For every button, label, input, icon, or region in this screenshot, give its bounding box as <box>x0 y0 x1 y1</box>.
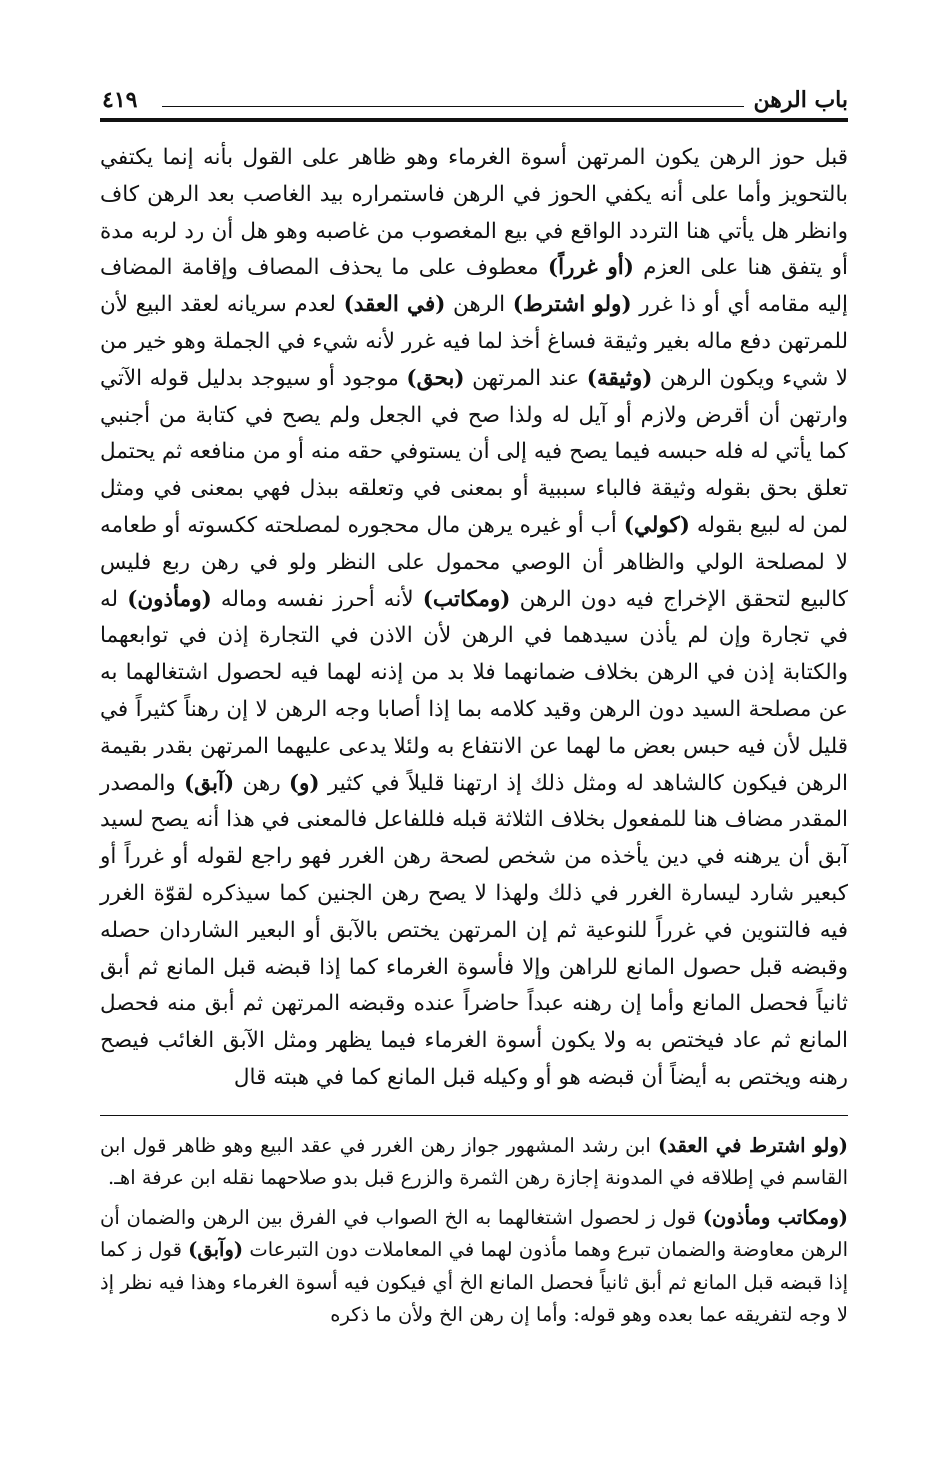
text-segment: لأنه أحرز نفسه وماله <box>211 586 423 612</box>
text-segment: له في تجارة وإن لم يأذن سيدهما في الرهن لأن الاذن في التجارة إذن في توابعهما والكتابة إذن في الرهن بخلاف ضمانهما فلا بد من إذنه لهما فيه لحصول اشتغالهما به عن مصلحة السيد دون الرهن وقيد كلامه بما إذا أصابا وجه الرهن لا إن رهناً كثيراً في قليل لأن فيه حبس بعض ما لهما عن الانتفاع به ولئلا يدعى عليهما المرتهن بقدر بقيمة الرهن فيكون كالشاهد له ومثل ذلك إذ ارتهنا قليلاً في كثير <box>100 586 848 796</box>
keyword: (و) <box>288 770 320 796</box>
footnote-keyword: (ومكاتب ومأذون) <box>702 1206 848 1230</box>
text-segment: قبل حوز الرهن يكون المرتهن أسوة الغرماء وهو ظاهر على القول بأنه إنما يكتفي بالتحويز وأما على أنه يكفي الحوز في الرهن فاستمراره بيد الغاصب بعد الرهن كاف وانظر هل يأتي هنا التردد الواقع في بيع المغصوب من غاصبه وهو هل أن رد لربه مدة أو يتفق هنا على العزم <box>100 145 849 281</box>
book-page <box>100 80 848 1331</box>
footnote <box>100 1130 848 1194</box>
text-segment: رهن <box>234 770 289 796</box>
keyword: (وثيقة) <box>586 365 653 391</box>
main-text <box>100 140 848 1097</box>
footnote-text: ابن رشد المشهور جواز رهن الغرر في عقد البيع وهو ظاهر قول ابن القاسم في إطلاقه في المدونة إجازة رهن الثمرة والزرع قبل بدو صلاحهما نقله ابن عرفة اهـ. <box>100 1133 848 1189</box>
keyword: (في العقد) <box>343 292 446 318</box>
footnotes <box>100 1130 848 1331</box>
footnote-separator <box>100 1115 848 1116</box>
keyword: (آبق) <box>183 770 235 796</box>
keyword: (ومكاتب) <box>422 586 511 612</box>
keyword: (ولو اشترط) <box>512 292 632 318</box>
keyword: (أو غرراً) <box>547 255 634 281</box>
footnote <box>100 1202 848 1331</box>
footnote-keyword: (ولو اشترط في العقد) <box>658 1133 848 1157</box>
page-header <box>100 80 848 120</box>
header-thick-rule <box>100 118 848 122</box>
keyword: (بحق) <box>406 365 465 391</box>
text-segment: والمصدر المقدر مضاف هنا للمفعول بخلاف الثلاثة قبله فللفاعل فالمعنى في هذا أنه يصح لسيد آبق أن يرهنه في دين يأخذه من شخص لصحة رهن الغرر فهو راجع لقوله أو غرراً أو كبعير شارد ليسارة الغرر في ذلك ولهذا لا يصح رهن الجنين كما سيذكره لقوّة الغرر فيه فالتنوين في غرراً للنوعية ثم إن المرتهن يختص بالآبق أو البعير الشاردان حصله وقبضه قبل حصول المانع للراهن وإلا فأسوة الغرماء كما إذا قبضه قبل المانع ثم أبق ثانياً فحصل المانع وأما إن رهنه عبداً حاضراً عنده وقبضه المرتهن ثم أبق منه فحصل المانع ثم عاد فيختص به ولا يكون أسوة الغرماء فيما يظهر ومثل الآبق الغائب فيصح رهنه ويختص به أيضاً أن قبضه هو أو وكيله قبل المانع كما في هبته قال <box>100 770 848 1090</box>
page-number: ٤١٩ <box>102 87 138 113</box>
text-segment: أب أو غيره يرهن مال محجوره لمصلحته ككسوته أو طعامه لا لمصلحة الولي والظاهر أن الوصي محمول على النظر ولو في رهن ربع فليس كالبيع لتحقق الإخراج فيه دون الرهن <box>100 512 849 612</box>
text-segment: الرهن <box>445 292 513 318</box>
text-segment: عند المرتهن <box>464 365 587 391</box>
chapter-title: باب الرهن <box>753 87 848 113</box>
text-segment: موجود أو سيوجد بدليل قوله الآتي وارتهن أن أقرض ولازم أو آيل له ولذا صح في الجعل ولم يصح في كتابة من أجنبي كما يأتي له فله حبسه فيما يصح فيه إلى أن يستوفي حقه منه أو من منافعه ثم يحتمل تعلق بحق بقوله وثيقة فالباء سببية أو بمعنى في وتعلقه ببذل فهي بمعنى في ومثل لمن له لبيع بقوله <box>100 365 848 538</box>
main-paragraph <box>100 140 848 1097</box>
header-rule <box>162 106 744 107</box>
keyword: (كولي) <box>623 512 690 538</box>
text-segment: معطوف على ما يحذف المصاف وإقامة المضاف إليه مقامه أي أو ذا غرر <box>100 255 848 318</box>
footnote-text: قول ز لحصول اشتغالهما به الخ الصواب في الفرق بين الرهن والضمان أن الرهن معاوضة والضمان تبرع وهما مأذون لهما في المعاملات دون التبرعات <box>100 1206 849 1262</box>
footnote-keyword: (وآبق) <box>188 1238 244 1262</box>
keyword: (ومأذون) <box>127 586 212 612</box>
text-segment: لعدم سريانه لعقد البيع لأن للمرتهن دفع ماله بغير وثيقة فساغ أخذ لما فيه غرر لأنه شيء في الجملة وهو خير من لا شيء ويكون الرهن <box>100 292 848 391</box>
footnote-text: قول ز كما إذا قبضه قبل المانع ثم أبق ثانياً فحصل المانع الخ أي فيكون فيه أسوة الغرماء وهذا فيه نظر إذ لا وجه لتفريقه عما بعده وهو قوله: وأما إن رهن الخ ولأن ما ذكره <box>100 1238 848 1326</box>
